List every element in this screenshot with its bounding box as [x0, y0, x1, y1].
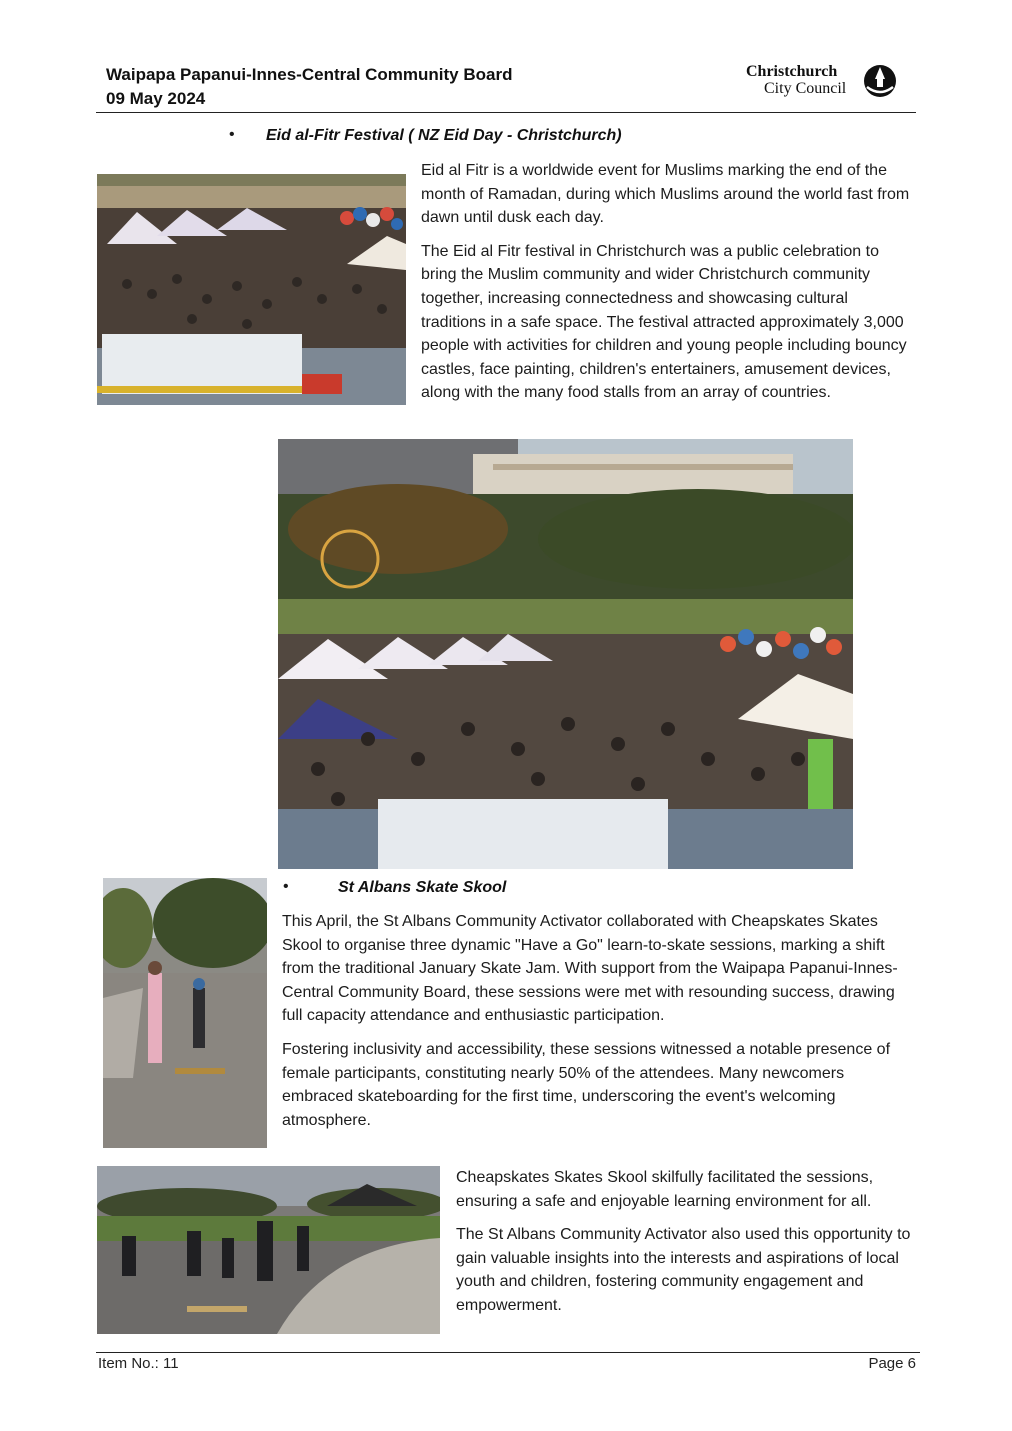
meeting-date: 09 May 2024 — [106, 89, 206, 108]
logo-line-1: Christchurch — [746, 63, 838, 80]
eid-paragraph-2: The Eid al Fitr festival in Christchurch was a public celebration to bring the Muslim community and wider Christchurch community together, increasing connectedness and showcasing cultural traditions in a safe space. The festival attracted approximately 3,000 people with activities for children and young people including bouncy castles, face painting, children's entertainers, amusement devices, along with the many food stalls from an array of countries. — [421, 242, 907, 402]
board-name: Waipapa Papanui-Innes-Central Community Board — [106, 65, 513, 84]
skate-paragraph-1: This April, the St Albans Community Activator collaborated with Cheapskates Skates Skool to organise three dynamic "Have a Go" learn-to-skate sessions, marking a shift from the traditional January Skate Jam. With support from the Waipapa Papanui-Innes-Central Community Board, these sessions were met with resounding success, drawing full capacity attendance and enthusiastic participation. — [282, 913, 898, 1025]
skate-heading: St Albans Skate Skool — [338, 879, 507, 896]
eid-crowd-photo — [97, 174, 406, 405]
skate-text-block-lower — [456, 1166, 916, 1318]
skate-park-photo — [103, 878, 267, 1148]
bullet-icon: • — [229, 126, 235, 143]
skate-paragraph-3: Cheapskates Skates Skool skilfully facilitated the sessions, ensuring a safe and enjoyable learning environment for all. — [456, 1169, 874, 1210]
footer-rule — [96, 1352, 920, 1353]
skate-paragraph-2: Fostering inclusivity and accessibility, these sessions witnessed a notable presence of female participants, constituting nearly 50% of the attendees. Many newcomers embraced skateboarding for the first time, underscoring the event's welcoming atmosphere. — [282, 1040, 891, 1129]
document-header — [106, 63, 512, 111]
skate-session-photo — [97, 1166, 440, 1334]
cathedral-logo-icon — [862, 63, 898, 99]
eid-paragraph-1: Eid al Fitr is a worldwide event for Muslims marking the end of the month of Ramadan, during which Muslims around the world fast from dawn until dusk each day. — [421, 162, 910, 227]
eid-heading: Eid al-Fitr Festival ( NZ Eid Day - Christchurch) — [266, 127, 622, 144]
skate-text-block — [282, 910, 916, 1132]
council-logo — [746, 63, 898, 101]
header-rule — [96, 112, 916, 113]
eid-festival-photo — [278, 439, 853, 869]
logo-line-2: City Council — [764, 80, 847, 97]
bullet-icon: • — [283, 878, 289, 895]
item-number: Item No.: 11 — [98, 1355, 179, 1372]
skate-paragraph-4: The St Albans Community Activator also used this opportunity to gain valuable insights into the interests and aspirations of local youth and children, fostering community engagement and empowerment. — [456, 1226, 911, 1314]
page-number: Page 6 — [868, 1355, 916, 1372]
eid-text-block — [421, 159, 911, 405]
